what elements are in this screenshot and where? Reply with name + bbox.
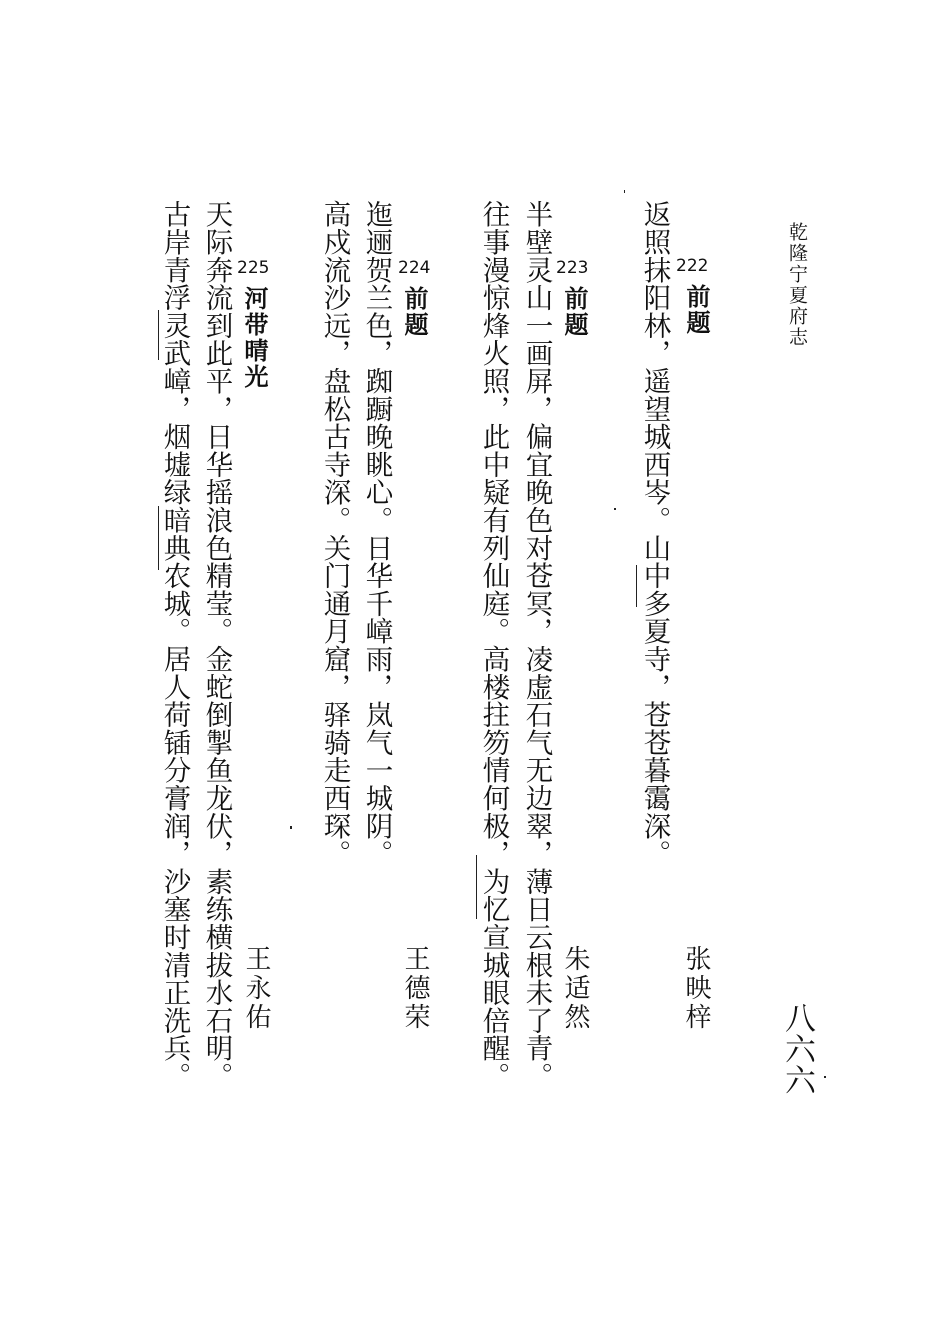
poem-line-225-1: 天际奔流到此平，日华摇浪色精莹。金蛇倒掣鱼龙伏，素练横拔水石明。 xyxy=(200,200,233,1090)
proper-noun-mark xyxy=(158,310,159,360)
poem-line-223-1: 半壁灵山一画屏，偏宜晚色对苍冥，凌虚石气无边翠，薄日云根未了青。 xyxy=(520,200,553,1090)
scan-speck xyxy=(290,826,292,829)
poem-title-222: 前题 xyxy=(682,284,710,336)
poem-line-224-1: 迤逦贺兰色，踟蹰晚眺心。日华千嶂雨，岚气一城阴。 xyxy=(360,200,393,868)
proper-noun-mark xyxy=(158,506,159,570)
poem-line-225-2: 古岸青浮灵武嶂，烟墟绿暗典农城。居人荷锸分膏润，沙塞时清正洗兵。 xyxy=(158,200,191,1090)
scan-speck xyxy=(614,508,616,510)
proper-noun-mark xyxy=(476,855,477,919)
poem-author-223: 朱适然 xyxy=(560,945,590,1032)
poem-author-222: 张映梓 xyxy=(681,945,711,1032)
poem-line-223-2: 往事漫惊烽火照，此中疑有列仙庭。高楼拄笏情何极，为忆宣城眼倍醒。 xyxy=(477,200,510,1090)
scan-speck xyxy=(824,1076,826,1078)
poem-author-224: 王德荣 xyxy=(400,945,430,1032)
poem-line-222-1: 返照抹阳林，遥望城西岑。山中多夏寺，苍苍暮霭深。 xyxy=(638,200,671,868)
poem-line-224-2: 高戍流沙远，盘松古寺深。关门通月窟，驿骑走西琛。 xyxy=(318,200,351,868)
scan-speck xyxy=(624,190,625,193)
poem-title-223: 前题 xyxy=(560,286,588,338)
poem-number-222: 222 xyxy=(676,256,709,276)
poem-number-224: 224 xyxy=(398,258,431,278)
poem-title-224: 前题 xyxy=(400,286,428,338)
running-title: 乾隆宁夏府志 xyxy=(786,222,808,348)
poem-title-225: 河带晴光 xyxy=(240,286,268,390)
poem-author-225: 王永佑 xyxy=(241,945,271,1032)
proper-noun-mark xyxy=(636,565,637,607)
poem-number-225: 225 xyxy=(237,258,270,278)
poem-number-223: 223 xyxy=(556,258,589,278)
page-number: 八六六 xyxy=(779,1002,815,1095)
